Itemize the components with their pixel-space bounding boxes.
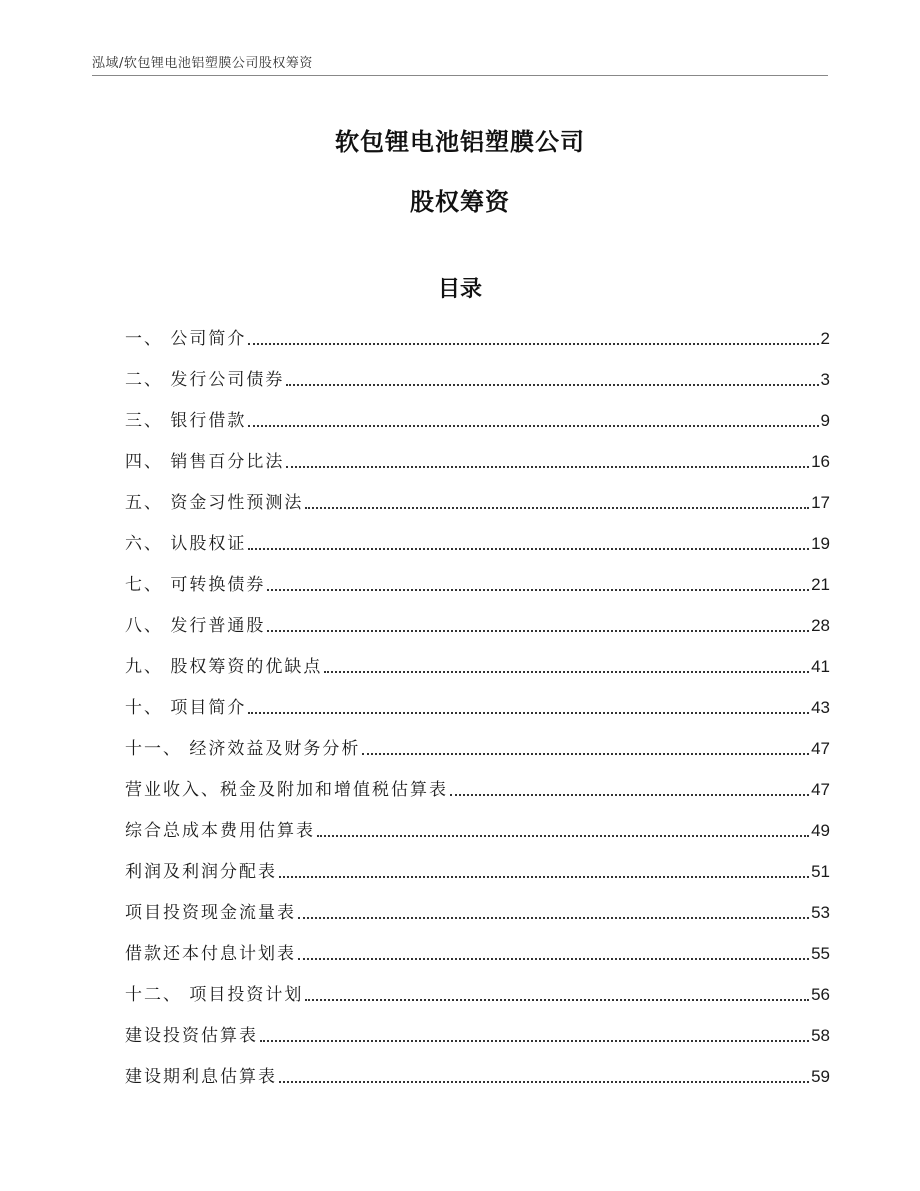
running-header: 泓域/软包锂电池铝塑膜公司股权筹资 <box>92 56 313 71</box>
toc-entry-label: 建设期利息估算表 <box>125 1067 277 1087</box>
toc-entry-label: 六、 认股权证 <box>125 534 247 554</box>
toc-entry-label: 十、 项目简介 <box>125 698 247 718</box>
toc-entry-page-number: 53 <box>811 903 830 922</box>
toc-entry-page-number: 16 <box>811 452 830 471</box>
toc-dot-leader <box>248 548 809 550</box>
toc-entry[interactable] <box>125 976 830 1006</box>
toc-entry[interactable] <box>125 730 830 760</box>
toc-dot-leader <box>305 507 809 509</box>
toc-entry-page-number: 19 <box>811 534 830 553</box>
toc-entry-page-number: 59 <box>811 1067 830 1086</box>
toc-entry-label: 营业收入、税金及附加和增值税估算表 <box>125 780 448 800</box>
toc-dot-leader <box>450 794 809 796</box>
toc-dot-leader <box>248 425 818 427</box>
toc-entry-page-number: 9 <box>820 411 830 430</box>
toc-dot-leader <box>248 712 809 714</box>
toc-entry-label: 借款还本付息计划表 <box>125 944 296 964</box>
toc-entry[interactable] <box>125 935 830 965</box>
toc-dot-leader <box>279 876 809 878</box>
toc-dot-leader <box>286 384 818 386</box>
toc-entry-label: 项目投资现金流量表 <box>125 903 296 923</box>
toc-entry-page-number: 56 <box>811 985 830 1004</box>
toc-entry-label: 八、 发行普通股 <box>125 616 266 636</box>
toc-entry[interactable] <box>125 1017 830 1047</box>
toc-entry-page-number: 51 <box>811 862 830 881</box>
toc-entry-label: 九、 股权筹资的优缺点 <box>125 657 323 677</box>
toc-dot-leader <box>267 630 809 632</box>
toc-dot-leader <box>286 466 809 468</box>
document-title: 软包锂电池铝塑膜公司 <box>335 128 585 156</box>
toc-entry[interactable] <box>125 689 830 719</box>
toc-entry-label: 四、 销售百分比法 <box>125 452 285 472</box>
toc-entry[interactable] <box>125 525 830 555</box>
header-divider <box>92 75 828 76</box>
toc-dot-leader <box>260 1040 809 1042</box>
toc-entry[interactable] <box>125 320 830 350</box>
toc-heading: 目录 <box>437 277 482 302</box>
toc-entry-label: 七、 可转换债券 <box>125 575 266 595</box>
toc-entry[interactable] <box>125 648 830 678</box>
toc-entry-page-number: 21 <box>811 575 830 594</box>
toc-entry-label: 利润及利润分配表 <box>125 862 277 882</box>
toc-entry[interactable] <box>125 443 830 473</box>
toc-entry-page-number: 55 <box>811 944 830 963</box>
toc-dot-leader <box>317 835 809 837</box>
toc-entry-label: 十二、 项目投资计划 <box>125 985 304 1005</box>
toc-entry-label: 二、 发行公司债券 <box>125 370 285 390</box>
toc-entry-label: 综合总成本费用估算表 <box>125 821 315 841</box>
toc-entry[interactable] <box>125 607 830 637</box>
toc-entry-page-number: 47 <box>811 739 830 758</box>
document-subtitle: 股权筹资 <box>410 188 510 216</box>
toc-entry-page-number: 2 <box>820 329 830 348</box>
toc-dot-leader <box>305 999 809 1001</box>
toc-entry[interactable] <box>125 1058 830 1088</box>
toc-dot-leader <box>298 958 809 960</box>
toc-dot-leader <box>362 753 809 755</box>
toc-entry[interactable] <box>125 853 830 883</box>
toc-entry-page-number: 28 <box>811 616 830 635</box>
toc-dot-leader <box>248 343 818 345</box>
toc-entry-page-number: 17 <box>811 493 830 512</box>
toc-entry-label: 建设投资估算表 <box>125 1026 258 1046</box>
toc-entry[interactable] <box>125 484 830 514</box>
toc-entry-page-number: 47 <box>811 780 830 799</box>
toc-dot-leader <box>279 1081 809 1083</box>
toc-entry[interactable] <box>125 894 830 924</box>
toc-dot-leader <box>324 671 809 673</box>
toc-entry[interactable] <box>125 566 830 596</box>
toc-dot-leader <box>267 589 809 591</box>
toc-entry[interactable] <box>125 402 830 432</box>
toc-entry[interactable] <box>125 812 830 842</box>
toc-entry-page-number: 58 <box>811 1026 830 1045</box>
toc-entry-page-number: 49 <box>811 821 830 840</box>
toc-entry[interactable] <box>125 361 830 391</box>
toc-entry-page-number: 43 <box>811 698 830 717</box>
toc-entry-label: 十一、 经济效益及财务分析 <box>125 739 361 759</box>
toc-entry-label: 一、 公司简介 <box>125 329 247 349</box>
toc-entry[interactable] <box>125 771 830 801</box>
toc-entry-label: 三、 银行借款 <box>125 411 247 431</box>
toc-entry-label: 五、 资金习性预测法 <box>125 493 304 513</box>
toc-entry-page-number: 3 <box>820 370 830 389</box>
toc-dot-leader <box>298 917 809 919</box>
toc-entry-page-number: 41 <box>811 657 830 676</box>
